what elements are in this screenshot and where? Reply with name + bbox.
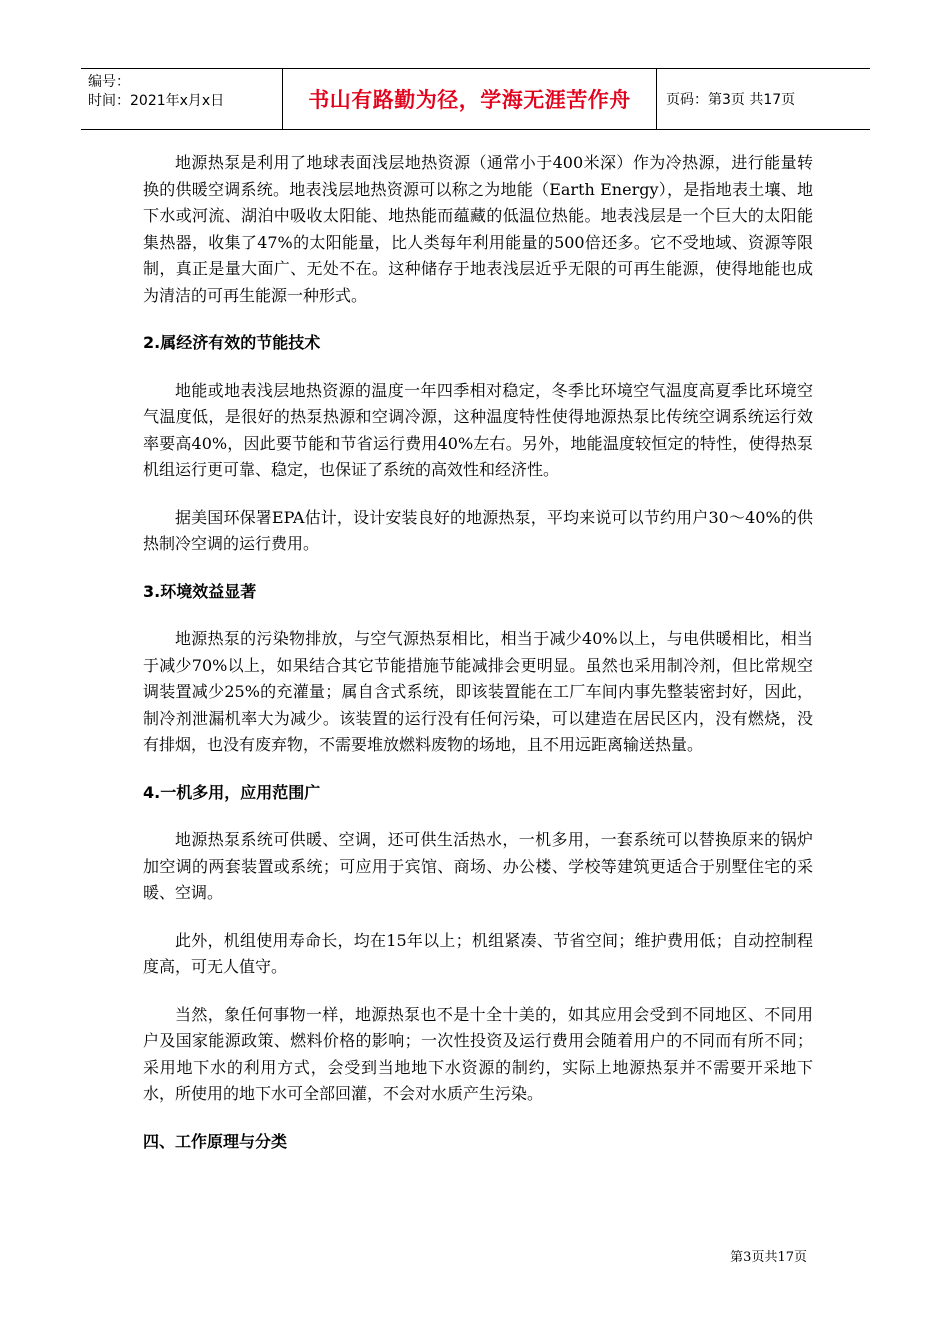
document-body [143,150,813,1155]
header-info [81,69,282,129]
section-heading: 3.环境效益显著 [143,581,257,601]
paragraph: 当然，象任何事物一样，地源热泵也不是十全十美的，如其应用会受到不同地区、不同用户及国家能源政策、燃料价格的影响；一次性投资及运行费用会随着用户的不同而有所不同；采用地下水的利用方式，会受到当地地下水资源的制约，实际上地源热泵并不需要开采地下水，所使用的地下水可全部回灌，不会对水质产生污染。 [143,1004,813,1103]
paragraph: 地源热泵的污染物排放，与空气源热泵相比，相当于减少40%以上，与电供暖相比，相当于减少70%以上，如果结合其它节能措施节能减排会更明显。虽然也采用制冷剂，但比常规空调装置减少25%的充灌量；属自含式系统，即该装置能在工厂车间内事先整装密封好，因此，制冷剂泄漏机率大为减少。该装置的运行没有任何污染，可以建造在居民区内，没有燃烧，没有排烟，也没有废弃物，不需要堆放燃料废物的场地，且不用远距离输送热量。 [143,629,813,754]
page-header [81,68,870,130]
paragraph: 地源热泵是利用了地球表面浅层地热资源（通常小于400米深）作为冷热源，进行能量转换的供暖空调系统。地表浅层地热资源可以称之为地能（Earth Energy），是指地表土壤、地下水或河流、湖泊中吸收太阳能、地热能而蕴藏的低温位热能。地表浅层是一个巨大的太阳能集热器，收集了47%的太阳能量，比人类每年利用能量的500倍还多。它不受地域、资源等限制，真正是量大面广、无处不在。这种储存于地表浅层近乎无限的可再生能源，使得地能也成为清洁的可再生能源一种形式。 [143,153,813,305]
paragraph: 此外，机组使用寿命长，均在15年以上；机组紧凑、节省空间；维护费用低；自动控制程度高，可无人值守。 [143,930,813,976]
paragraph: 据美国环保署EPA估计，设计安装良好的地源热泵，平均来说可以节约用户30～40%的供热制冷空调的运行费用。 [143,507,813,553]
section-heading: 四、工作原理与分类 [143,1131,288,1151]
page-footer-number: 第3页共17页 [730,1250,807,1265]
section-heading: 2.属经济有效的节能技术 [143,333,321,352]
header-page-code: 页码：第3页 共17页 [666,92,796,108]
document-date: 时间：2021年x月x日 [88,93,225,109]
header-motto: 书山有路勤为径，学海无涯苦作舟 [282,69,657,129]
document-number-label: 编号： [88,74,130,90]
paragraph: 地能或地表浅层地热资源的温度一年四季相对稳定，冬季比环境空气温度高夏季比环境空气温度低，是很好的热泵热源和空调冷源，这种温度特性使得地源热泵比传统空调系统运行效率要高40%，因此要节能和节省运行费用40%左右。另外，地能温度较恒定的特性，使得热泵机组运行更可靠、稳定，也保证了系统的高效性和经济性。 [143,380,813,479]
section-heading: 4.一机多用，应用范围广 [143,782,321,802]
paragraph: 地源热泵系统可供暖、空调，还可供生活热水，一机多用，一套系统可以替换原来的锅炉加空调的两套装置或系统；可应用于宾馆、商场、办公楼、学校等建筑更适合于别墅住宅的采暖、空调。 [143,830,813,902]
